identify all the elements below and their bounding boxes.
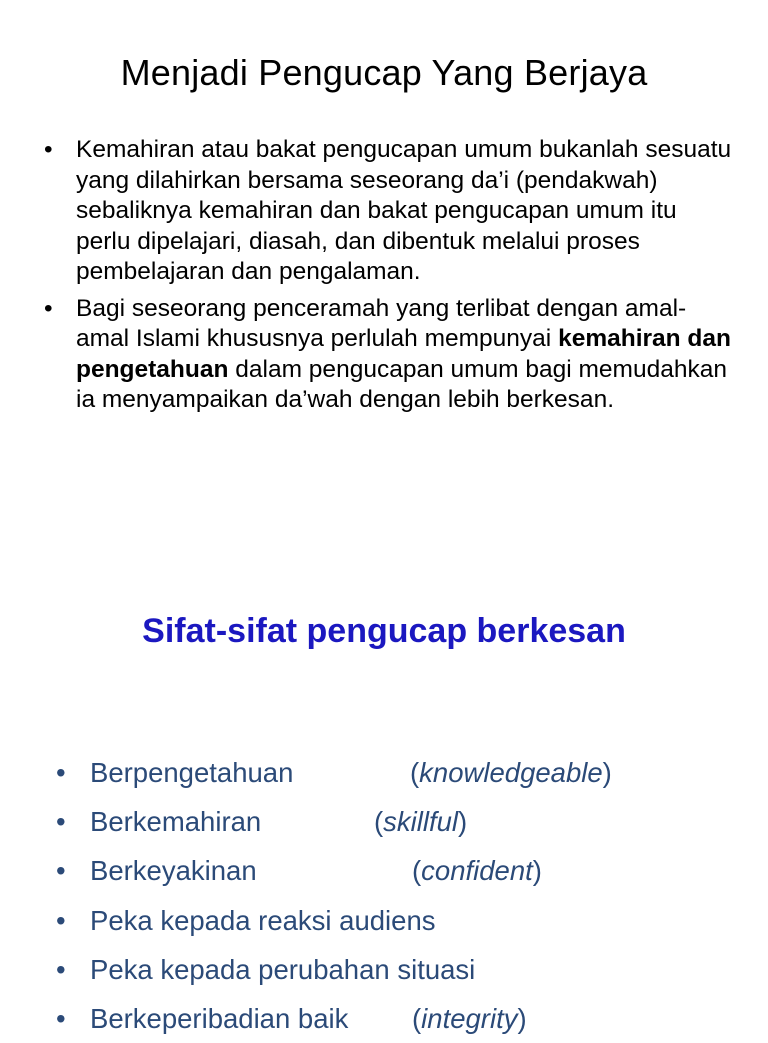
bullet-dot-icon: •: [56, 953, 66, 985]
bullet-text-pre: Bagi seseorang penceramah yang terlibat dengan amal-amal Islami khususnya perlulah mempunyai: [76, 294, 687, 352]
bullet-dot-icon: •: [56, 806, 66, 838]
trait-translation: (integrity): [412, 1002, 527, 1034]
trait-label: Berkemahiran: [90, 806, 262, 838]
bullet-list: [44, 135, 734, 422]
trait-translation: (confident): [412, 855, 542, 887]
bullet-dot-icon: •: [56, 904, 66, 936]
bullet-text-bold: kemahiran dan pengetahuan: [76, 325, 731, 383]
slide-title: Sifat-sifat pengucap berkesan: [142, 612, 626, 650]
bullet-dot-icon: •: [56, 757, 66, 788]
trait-item: [56, 896, 436, 945]
slide-title: Menjadi Pengucap Yang Berjaya: [120, 52, 648, 93]
bullet-text-post: dalam pengucapan umum bagi memudahkan ia menyampaikan da’wah dengan lebih berkesan.: [76, 355, 727, 413]
trait-item: [56, 797, 468, 846]
trait-label: Peka kepada reaksi audiens: [90, 904, 436, 936]
trait-label: Berkeperibadian baik: [90, 1002, 349, 1034]
trait-translation: (knowledgeable): [410, 757, 612, 788]
bullet-dot-icon: •: [44, 136, 53, 163]
bullet-dot-icon: •: [56, 1002, 66, 1034]
slide-2: [0, 560, 768, 1034]
bullet-text: Kemahiran atau bakat pengucapan umum bukanlah sesuatu yang dilahirkan bersama seseorang da’i (pendakwah) sebaliknya kemahiran dan bakat pengucapan umum itu perlu dipelajari, diasah, dan dibentuk melalui proses pembelajaran dan pengalaman.: [76, 136, 732, 285]
trait-label: Berpengetahuan: [90, 757, 294, 788]
bullet-dot-icon: •: [56, 855, 66, 887]
trait-label: Berkeyakinan: [90, 855, 257, 887]
bullet-item: [44, 135, 734, 288]
trait-item: [56, 945, 476, 994]
traits-list: [56, 748, 612, 1043]
bullet-dot-icon: •: [44, 294, 53, 322]
trait-item: [56, 846, 542, 895]
bullet-item: [44, 294, 734, 416]
trait-item: [56, 994, 527, 1043]
trait-label: Peka kepada perubahan situasi: [90, 953, 476, 985]
trait-translation: (skillful): [374, 806, 468, 838]
trait-item: [56, 748, 612, 797]
